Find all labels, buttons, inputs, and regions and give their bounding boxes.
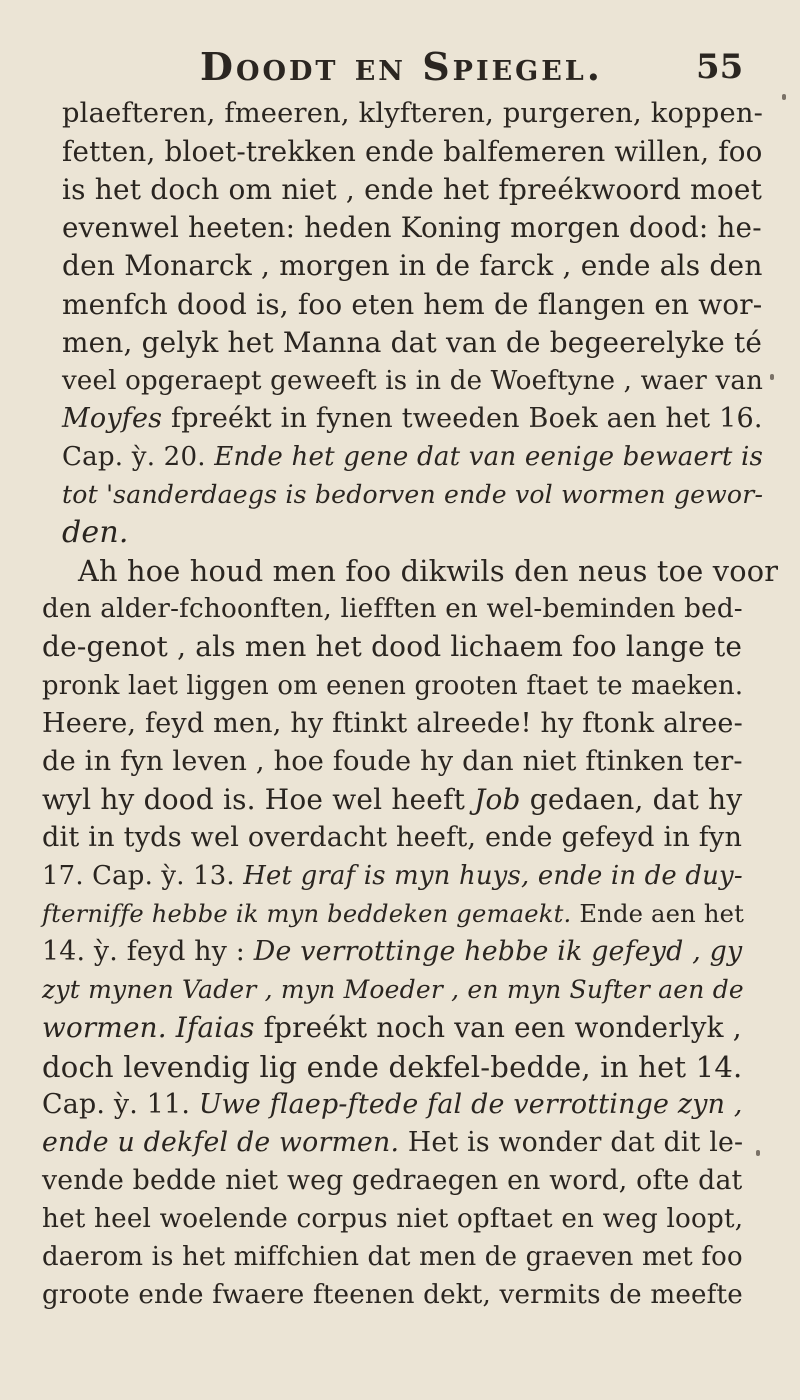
text-segment: gedaen, dat hy <box>520 782 743 816</box>
text-segment: het heel woelende corpus niet opftaet en weg loopt, <box>42 1203 744 1234</box>
text-segment: veel opgeraept geweeft is in de Woeftyne , waer van <box>62 365 764 396</box>
italic-segment: tot 'sanderdaegs is bedorven ende vol wormen gewor- <box>62 480 764 509</box>
text-line <box>62 473 763 517</box>
text-segment: dit in tyds wel overdacht heeft, ende gefeyd in fyn <box>42 821 743 853</box>
italic-segment: den. <box>62 515 129 551</box>
text-segment: Het is wonder dat dit le- <box>399 1126 744 1158</box>
text-segment: 17. Cap. ỳ. 13. <box>42 861 244 891</box>
running-head <box>0 44 800 90</box>
text-segment: fpreékt in fynen tweeden Boek aen het 16. <box>162 402 763 434</box>
text-segment: is het doch om niet , ende het fpreékwoord moet <box>62 173 763 207</box>
italic-segment: Uwe flaep-ftede fal de verrottinge zyn , <box>198 1088 743 1120</box>
italic-segment: zyt mynen Vader , myn Moeder , en myn Sufter aen de <box>42 975 744 1005</box>
text-segment: pronk laet liggen om eenen grooten ftaet te maeken. <box>42 670 744 701</box>
italic-segment: Ende het gene dat van eenige bewaert is <box>214 441 764 472</box>
text-segment: Cap. ỳ. 11. <box>42 1088 199 1120</box>
text-segment: Cap. ỳ. 20. <box>62 441 215 472</box>
text-segment: Ah hoe houd men foo dikwils den neus toe voor <box>78 554 779 589</box>
text-segment: menfch dood is, foo eten hem de flangen en wor- <box>62 287 763 321</box>
italic-segment: Job <box>474 782 521 816</box>
italic-segment: wormen. Ifaias <box>42 1011 255 1045</box>
text-segment: doch levendig lig ende dekfel-bedde, in het 14. <box>42 1049 743 1084</box>
text-segment: Ende aen het <box>571 900 745 929</box>
italic-segment: De verrottinge hebbe ik gefeyd , gy <box>253 936 743 968</box>
text-segment: groote ende fwaere fteenen dekt, vermits de meefte <box>42 1280 743 1311</box>
text-segment: den alder-fchoonften, liefften en wel-beminden bed- <box>42 594 743 625</box>
text-segment: evenwel heeten: heden Koning morgen dood: he- <box>62 211 762 245</box>
text-segment: men, gelyk het Manna dat van de begeerelyke té <box>62 325 763 359</box>
italic-segment: fterniffe hebbe ik myn beddeken gemaekt. <box>42 900 572 929</box>
text-segment: vende bedde niet weg gedraegen en word, ofte dat <box>42 1164 743 1196</box>
text-segment: fetten, bloet-trekken ende balfemeren willen, foo <box>62 135 763 169</box>
text-segment: wyl hy dood is. Hoe wel heeft <box>42 782 475 816</box>
ink-speck <box>770 374 774 380</box>
text-segment: plaefteren, fmeeren, klyfteren, purgeren, koppen- <box>62 98 764 129</box>
text-segment: Heere, feyd men, hy ftinkt alreede! hy ftonk alree- <box>42 707 743 739</box>
text-segment: de-genot , als men het dood lichaem foo lange te <box>42 630 743 664</box>
running-title: Doodt en Spiegel. <box>200 44 604 89</box>
text-segment: 14. ỳ. feyd hy : <box>42 936 254 968</box>
text-segment: fpreékt noch van een wonderlyk , <box>254 1011 742 1045</box>
ink-speck <box>756 1150 760 1156</box>
italic-segment: Moyfes <box>62 402 163 434</box>
text-segment: de in fyn leven , hoe foude hy dan niet ftinken ter- <box>42 745 743 777</box>
text-segment: daerom is het miffchien dat men de graeven met foo <box>42 1242 743 1272</box>
italic-segment: ende u dekfel de wormen. <box>42 1126 400 1158</box>
italic-segment: Het graf is myn huys, ende in de duy- <box>243 861 743 891</box>
text-segment: den Monarck , morgen in de farck , ende als den <box>62 249 763 283</box>
page-number: 55 <box>696 47 744 87</box>
text-line <box>42 1273 743 1317</box>
ink-speck <box>782 94 786 100</box>
